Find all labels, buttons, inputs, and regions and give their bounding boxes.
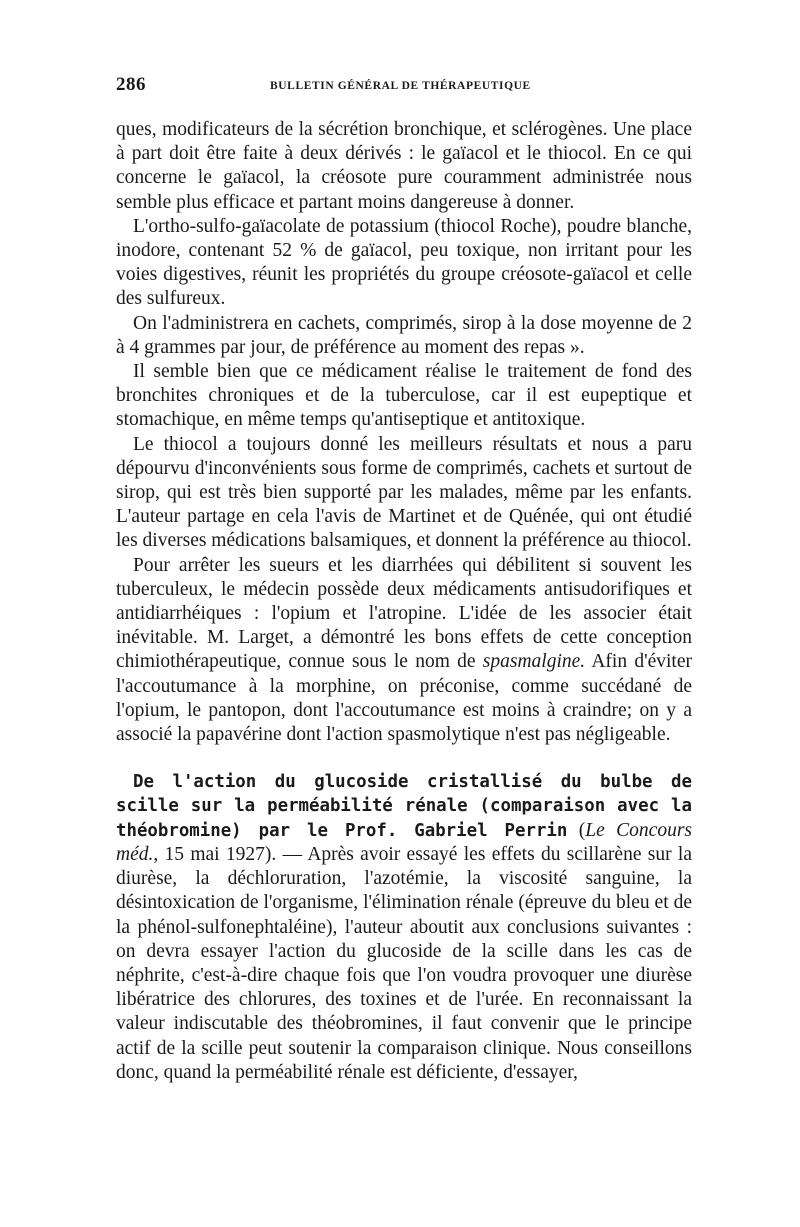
paragraph-text: Pour arrêter les sueurs et les diarrhées qui débilitent si souvent les tuberculeux, le médecin possède deux médicaments antisudorifiques et antidiarrhéiques : l'opium et l'atropine. L'idée de les associer était inévitable. M. Larget, a démontré les bons effets de cette conception chimiothérapeutique, connue sous le nom de [116,554,692,673]
document-page [116,74,692,1085]
paragraph-text: Afin d'éviter l'accoutumance à la morphine, on préconise, comme succédané de l'opium, le pantopon, dont l'accoutumance est moins à craindre; on y a associé la papavérine dont l'action spasmolytique n'est pas négligeable. [116,651,692,746]
paragraph: Il semble bien que ce médicament réalise le traitement de fond des bronchites chroniques et de la tuberculose, car il est eupeptique et stomachique, en même temps qu'antiseptique et antitoxique. [116,361,692,431]
article-source: Le Concours méd. [116,819,692,865]
article-paragraph [116,770,692,1085]
paragraph: Le thiocol a toujours donné les meilleurs résultats et nous a paru dépourvu d'inconvénients sous forme de comprimés, cachets et surtout de sirop, qui est très bien supporté par les malades, même par les enfants. L'auteur partage en cela l'avis de Martinet et de Quénée, qui ont étudié les diverses médications balsamiques, et donnent la préférence au thiocol. [116,433,692,552]
journal-title: BULLETIN GÉNÉRAL DE THÉRAPEUTIQUE [270,80,531,92]
body-text [116,118,692,747]
paragraph [116,554,692,748]
page-number: 286 [116,74,146,95]
drug-name-italic: spasmalgine. [482,651,586,673]
article-title: De l'action du glucoside cristallisé du bulbe de scille sur la perméabilité rénale (comparaison avec la théobromine) par le Prof. Gabriel Perrin [116,772,692,841]
article-abstract [116,770,692,1085]
paragraph: On l'administrera en cachets, comprimés, sirop à la dose moyenne de 2 à 4 grammes par jour, de préférence au moment des repas ». [116,312,692,358]
source-close: , 15 mai 1927). — [153,843,308,865]
source-open: ( [567,819,586,841]
paragraph: ques, modificateurs de la sécrétion bronchique, et sclérogènes. Une place à part doit être faite à deux dérivés : le gaïacol et le thiocol. En ce qui concerne le gaïacol, la créosote pure couramment administrée nous semble plus efficace et partant moins dangereuse à donner. [116,119,692,213]
paragraph: L'ortho-sulfo-gaïacolate de potassium (thiocol Roche), poudre blanche, inodore, contenant 52 % de gaïacol, peu toxique, non irritant pour les voies digestives, réunit les propriétés du groupe créosote-gaïacol et celle des sulfureux. [116,215,692,310]
running-head [116,74,692,104]
article-body: Après avoir essayé les effets du scillarène sur la diurèse, la déchloruration, l'azotémie, la viscosité sanguine, la désintoxication de l'organisme, l'élimination rénale (épreuve du bleu et de la phénol-sulfonephtaléine), l'auteur aboutit aux conclusions suivantes : on devra essayer l'action du glucoside de la scille dans les cas de néphrite, c'est-à-dire chaque fois que l'on voudra provoquer une diurèse libératrice des chlorures, des toxines et de l'urée. En reconnaissant la valeur indiscutable des théobromines, il faut convenir que le principe actif de la scille peut soutenir la comparaison clinique. Nous conseillons donc, quand la perméabilité rénale est déficiente, d'essayer, [116,843,692,1083]
